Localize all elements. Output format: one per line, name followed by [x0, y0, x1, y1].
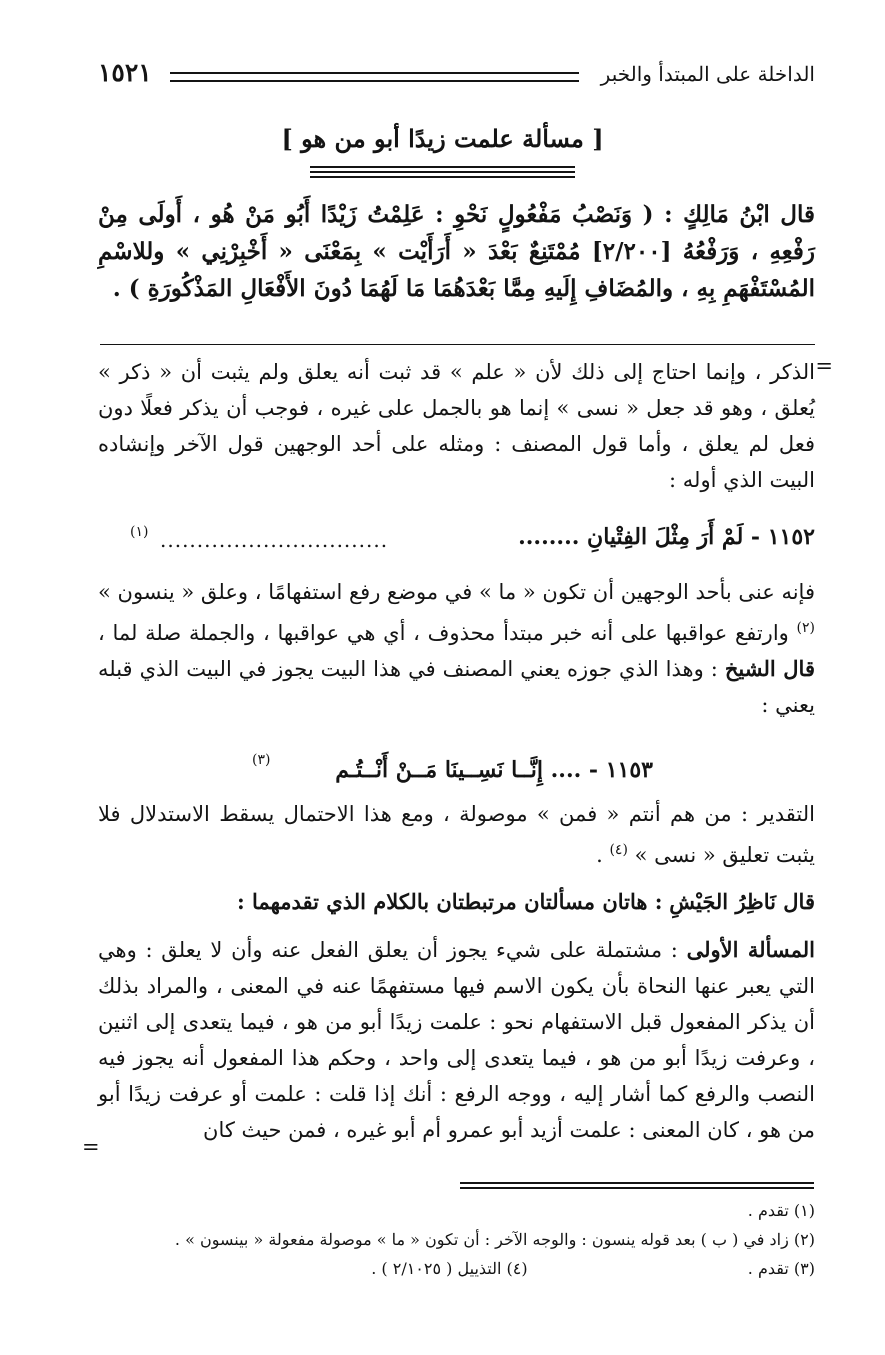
footnote-ref-1: (١) — [130, 524, 149, 540]
header-double-rule — [170, 72, 579, 82]
commentary-paragraph-5 — [98, 932, 815, 1148]
paragraph-2-part-b: وارتفع عواقبها على أنه خبر مبتدأ محذوف ، أي هي عواقبها ، والجملة صلة لما ، — [98, 621, 789, 645]
footnote-ref-4: (٤) — [609, 842, 628, 858]
paragraph-2-speaker: قال الشيخ — [724, 656, 815, 681]
footnote-ref-2: (٢) — [796, 620, 815, 636]
poem-number: ١١٥٣ — [605, 757, 653, 783]
paragraph-2-part-c: : وهذا الذي جوزه يعني المصنف في هذا البيت يجوز في البيت الذي قبله يعني : — [98, 657, 815, 717]
page-number: ١٥٢١ — [98, 58, 152, 87]
poem-line-1152 — [518, 524, 815, 550]
section-title: [ مسألة علمت زيدًا أبو من هو ] — [281, 124, 604, 153]
paragraph-5-lead: المسألة الأولى — [686, 937, 816, 962]
paragraph-2-part-a: فإنه عنى بأحد الوجهين أن تكون « ما » في موضع رفع استفهامًا ، وعلق « ينسون » — [98, 580, 815, 604]
poem-text: - .... إِنَّــا نَسِــينَا مَــنْ أَنْــتُـم — [335, 757, 599, 783]
footnote-2: (٢) زاد في ( ب ) بعد قوله ينسون : والوجه الآخر : أن تكون « ما » موصولة مفعولة « بينسون » . — [174, 1230, 815, 1249]
continuation-mark-start: = — [815, 354, 833, 378]
commentary-paragraph-1: الذكر ، وإنما احتاج إلى ذلك لأن « علم » قد ثبت أنه يعلق ولم يثبت أن « ذكر » يُعلق ، وهو قد جعل « نسى » إنما هو بالجمل على غيره ، فوجب أن يذكر فعلًا دون فعل لم يعلق ، وأما قول المصنف : ومثله على أحد الوجهين قول الآخر وإنشاده البيت الذي أوله : — [98, 360, 815, 492]
paragraph-4-text: : هاتان مسألتان مرتبطتان بالكلام الذي تقدمهما : — [236, 889, 663, 914]
footnote-double-rule — [460, 1182, 814, 1192]
matn-text — [98, 196, 815, 307]
footnote-row-3-4 — [98, 1254, 815, 1283]
running-title: الداخلة على المبتدأ والخبر — [600, 62, 815, 86]
poem-ellipsis: ............................... — [160, 528, 389, 552]
commentary-paragraph-4 — [98, 884, 815, 920]
footnotes — [98, 1196, 815, 1283]
footnote-ref-3: (٣) — [252, 752, 271, 768]
paragraph-3-end: . — [596, 843, 603, 867]
matn-speaker: قال ابْنُ مَالِكٍ — [683, 201, 815, 228]
paragraph-4-speaker: قال نَاظِرُ الجَيْشِ — [669, 889, 815, 914]
poem-number: ١١٥٢ — [767, 524, 815, 550]
continuation-mark-end: = — [82, 1135, 100, 1159]
matn-separator-rule — [100, 344, 815, 345]
footnote-1: (١) تقدم . — [747, 1201, 815, 1220]
commentary-paragraph-3 — [98, 796, 815, 873]
matn-body: : ( وَنَصْبُ مَفْعُولٍ نَحْوِ : عَلِمْتُ زَيْدًا أَبُو مَنْ هُو ، أَولَى مِنْ رَفْعِهِ ، وَرَفْعُهُ [٢/٢٠٠] مُمْتَنِعٌ بَعْدَ « أَرَأَيْت » بِمَعْنَى « أَخْبِرْنِي » وللاسْمِ المُسْتَفْهَمِ بِهِ ، والمُضَافِ إِلَيهِ مِمَّا بَعْدَهُمَا مَا لَهُمَا دُونَ الأَفْعَالِ المَذْكُورَةِ ) . — [98, 201, 815, 302]
poem-text: - لَمْ أَرَ مِثْلَ الفِتْيانِ ........ — [518, 524, 761, 550]
title-triple-rule — [310, 166, 575, 181]
poem-line-1153 — [335, 757, 653, 783]
footnote-4: (٤) التذييل ( ٢/١٠٢٥ ) . — [371, 1259, 528, 1278]
paragraph-5-text: : مشتملة على شيء يجوز أن يعلق الفعل عنه وأن لا يعلق : وهي التي يعبر عنها النحاة بأن يكون الاسم فيها مستفهمًا عنه في المعنى ، والمراد بذلك أن يذكر المفعول قبل الاستفهام نحو : علمت زيدًا أبو من هو ، فيما يتعدى إلى اثنين ، وعرفت زيدًا أبو من هو ، فيما يتعدى إلى واحد ، وحكم هذا المفعول أنه يجوز فيه النصب والرفع كما أشار إليه ، ووجه الرفع : أنك إذا قلت : علمت أو عرفت زيدًا أبو من هو ، كان المعنى : علمت أزيد أبو عمرو أم أبو غيره ، فمن حيث كان — [98, 938, 815, 1142]
footnote-3: (٣) تقدم . — [747, 1259, 815, 1278]
paragraph-3-text: التقدير : من هم أنتم « فمن » موصولة ، ومع هذا الاحتمال يسقط الاستدلال فلا يثبت تعليق « نسى » — [98, 802, 815, 867]
running-header — [98, 58, 815, 94]
commentary-paragraph-2 — [98, 574, 815, 723]
